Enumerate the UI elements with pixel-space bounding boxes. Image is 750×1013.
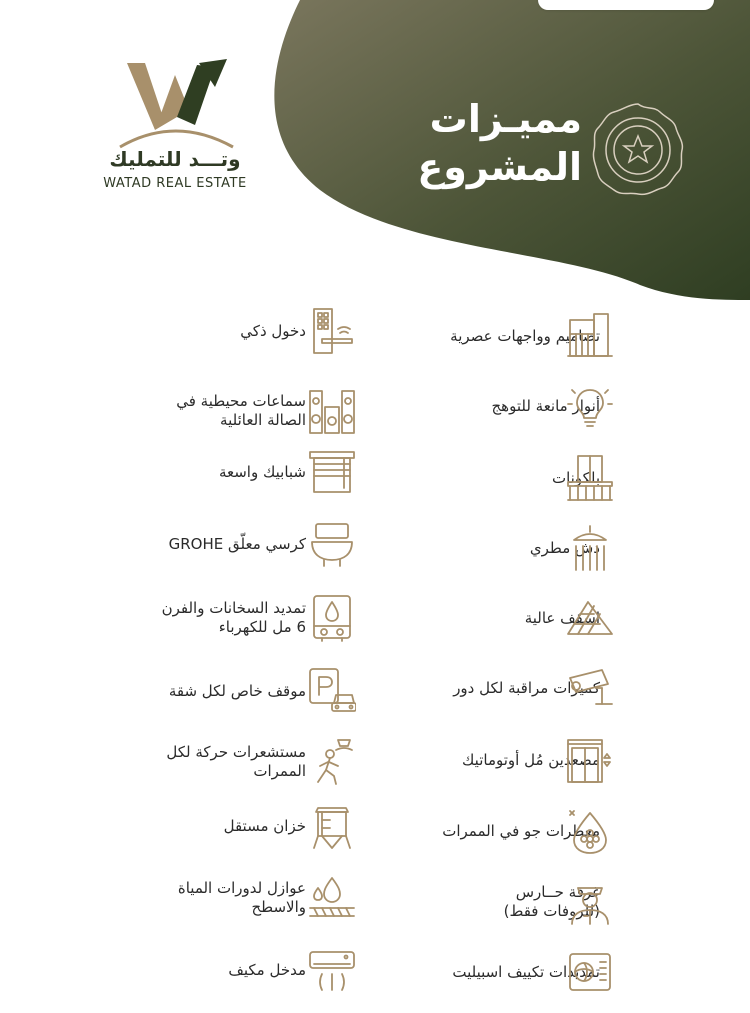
insulation-icon [308,874,356,922]
feature-label: أنوار مانعة للتوهج [491,396,600,415]
logo-english-name: WATAD REAL ESTATE [103,176,247,191]
feature-label-line-1: غرفة حــارس [515,883,600,901]
logo-arabic-name: وتـــد للتمليك [109,147,241,171]
feature-label-line-2: الصالة العائلية [220,411,306,429]
feature-item [0,305,750,357]
feature-item [0,944,750,996]
feature-label: تمديدات تكييف اسبيليت [452,962,600,981]
feature-item [0,665,750,717]
feature-label: موقف خاص لكل شقة [168,681,306,700]
feature-label-line-1: تمديد السخانات والفرن [161,599,306,617]
feature-label: مدخل مكيف [228,960,306,979]
title-line-1: مميـزات [429,97,582,141]
feature-label-line-1: مستشعرات حركة لكل [166,743,306,761]
feature-label: خزان مستقل [223,816,306,835]
feature-label [66,879,306,917]
feature-label: كميرات مراقبة لكل دور [453,678,600,697]
feature-label: اسقف عالية [524,608,600,627]
split-ac-icon [308,946,356,994]
title-line-2: المشروع [417,145,582,189]
feature-item [0,736,750,788]
feature-label: معطرات جو في الممرات [442,821,600,840]
feature-label: شبابيك واسعة [218,462,306,481]
smart-lock-icon [308,307,356,355]
feature-label: بلكونات [551,468,600,487]
feature-item [0,592,750,644]
feature-label-line-2: (للروفات فقط) [503,902,600,920]
brand-logo [95,55,255,205]
star-badge-icon [588,100,688,200]
window-icon [308,448,356,496]
speakers-icon [308,387,356,435]
feature-item [0,518,750,570]
feature-label: مصعدين مُل أوتوماتيك [462,750,600,769]
feature-label [66,599,306,637]
heater-icon [308,594,356,642]
watad-logo-mark-icon [115,55,235,150]
feature-item [0,446,750,498]
feature-label [66,392,306,430]
top-tab [538,0,714,10]
feature-label-line-1: عوازل لدورات المياة [177,879,306,897]
feature-label-line-2: 6 مل للكهرباء [218,618,306,636]
feature-label-line-2: الممرات [253,762,306,780]
feature-label: تصاميم وواجهات عصرية [450,326,600,345]
feature-item [0,872,750,924]
feature-item [0,800,750,852]
feature-label: دش مطري [529,538,600,557]
feature-item [0,385,750,437]
feature-label: دخول ذكي [240,321,306,340]
motion-sensor-icon [308,738,356,786]
parking-icon [308,667,356,715]
toilet-icon [308,520,356,568]
feature-label-line-1: سماعات محيطية في [176,392,306,410]
feature-label [66,743,306,781]
feature-label: كرسي معلّق GROHE [168,534,306,553]
page-title [417,95,582,191]
feature-label-line-2: والاسطح [251,898,306,916]
water-tank-icon [308,802,356,850]
